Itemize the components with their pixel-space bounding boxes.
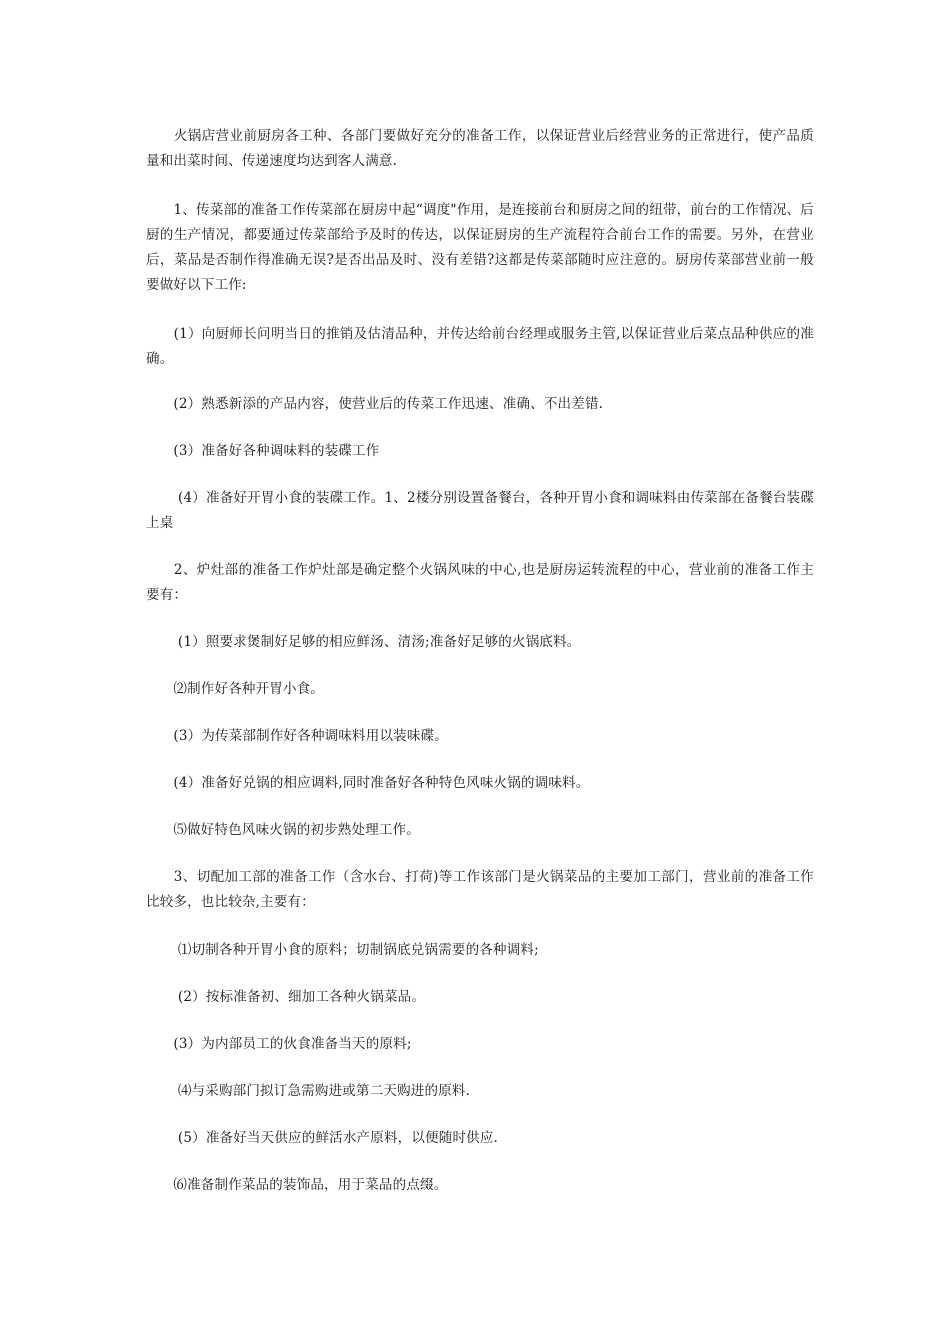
section-1-item-3: (3）准备好各种调味料的装碟工作	[146, 443, 380, 459]
section-1-item-1: (1）向厨师长问明当日的推销及估清品种，并传达给前台经理或服务主管,以保证营业后菜点品种供应的准确。	[146, 326, 814, 367]
section-3-item-4: ⑷与采购部门拟订急需购进或第二天购进的原料.	[146, 1083, 471, 1099]
section-1-paragraph: 1、传菜部的准备工作传菜部在厨房中起“调度"作用，是连接前台和厨房之间的纽带，前台的工作情况、后厨的生产情况，都要通过传菜部给予及时的传达，以保证厨房的生产流程符合前台工作的需要。另外，在营业后，菜品是否制作得准确无误?是否出品及时、没有差错?这都是传菜部随时应注意的。厨房传菜部营业前一般要做好以下工作:	[146, 202, 814, 293]
section-2-item-3: (3）为传菜部制作好各种调味料用以装味碟。	[146, 728, 448, 744]
section-2-item-2: ⑵制作好各种开胃小食。	[146, 681, 325, 697]
intro-paragraph: 火锅店营业前厨房各工种、各部门要做好充分的准备工作，以保证营业后经营业务的正常进行，使产品质量和出菜时间、传递速度均达到客人满意.	[146, 128, 814, 169]
section-3-item-2: (2）按标准备初、细加工各种火锅菜品。	[146, 989, 426, 1005]
section-3-item-1: ⑴切制各种开胃小食的原料；切制锅底兑锅需要的各种调料;	[146, 942, 539, 958]
section-1-item-2: (2）熟悉新添的产品内容，使营业后的传菜工作迅速、准确、不出差错.	[146, 396, 604, 412]
section-3-item-3: (3）为内部员工的伙食准备当天的原料;	[146, 1036, 412, 1052]
section-3-paragraph: 3、切配加工部的准备工作（含水台、打荷)等工作该部门是火锅菜品的主要加工部门，营业前的准备工作比较多，也比较杂,主要有：	[146, 869, 814, 910]
section-1-item-4: (4）准备好开胃小食的装碟工作。1、2楼分别设置备餐台，各种开胃小食和调味料由传菜部在备餐台装碟上桌	[146, 490, 814, 531]
section-2-item-4: (4）准备好兑锅的相应调料,同时准备好各种特色风味火锅的调味料。	[146, 775, 590, 791]
section-2-item-1: (1）照要求煲制好足够的相应鲜汤、清汤;准备好足够的火锅底料。	[146, 634, 581, 650]
section-3-item-6: ⑹准备制作菜品的装饰品，用于菜品的点缀。	[146, 1177, 448, 1193]
section-2-item-5: ⑸做好特色风味火锅的初步熟处理工作。	[146, 822, 420, 838]
section-2-paragraph: 2、炉灶部的准备工作炉灶部是确定整个火锅风味的中心,也是厨房运转流程的中心，营业前的准备工作主要有：	[146, 562, 814, 603]
section-3-item-5: (5）准备好当天供应的鲜活水产原料，以便随时供应.	[146, 1130, 499, 1146]
